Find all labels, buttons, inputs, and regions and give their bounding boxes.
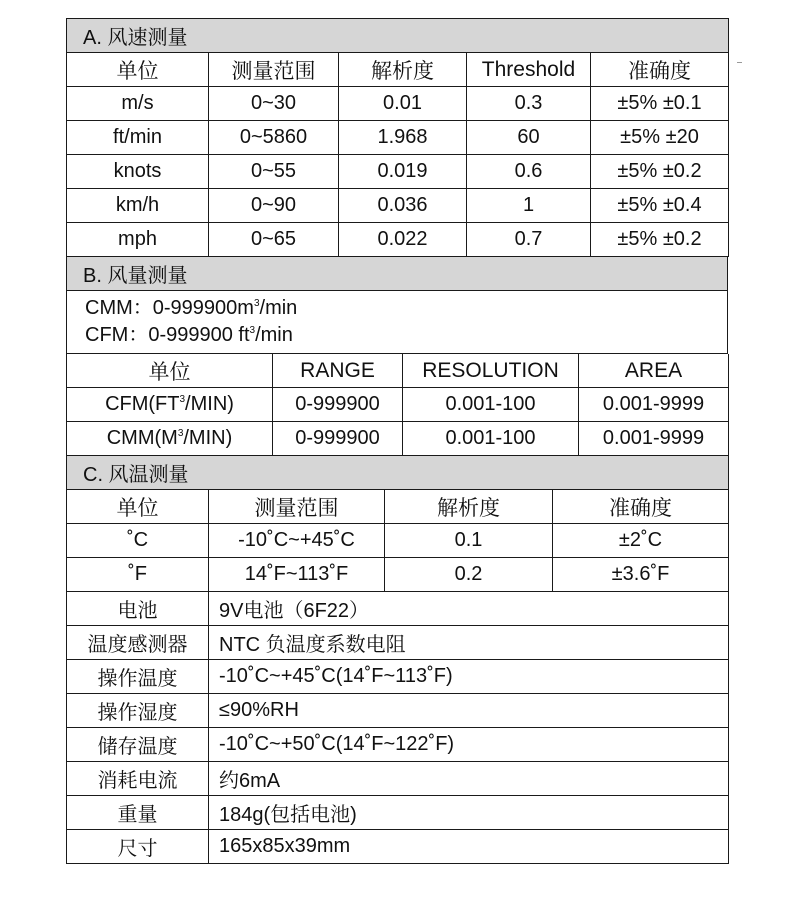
- spec-label: 操作湿度: [67, 694, 209, 728]
- table-cell: 0~55: [209, 155, 339, 189]
- table-cell: m/s: [67, 87, 209, 121]
- wind-speed-header-row: [67, 53, 729, 87]
- header-resolution: RESOLUTION: [403, 354, 579, 388]
- spec-value: 9V电池（6F22）: [209, 592, 729, 626]
- table-cell: ±5% ±0.2: [591, 155, 729, 189]
- table-cell: 0~90: [209, 189, 339, 223]
- spec-row-current: [67, 762, 729, 796]
- spec-row-operating-humidity: [67, 694, 729, 728]
- table-cell: 14˚F~113˚F: [209, 558, 385, 592]
- table-cell: 0.01: [339, 87, 467, 121]
- stray-dash-mark: [737, 62, 742, 63]
- header-threshold: Threshold: [467, 53, 591, 87]
- header-range: 测量范围: [209, 490, 385, 524]
- table-cell: 0.001-100: [403, 388, 579, 422]
- spec-label: 重量: [67, 796, 209, 830]
- section-c-title: C. 风温测量: [67, 456, 729, 490]
- header-range: 测量范围: [209, 53, 339, 87]
- cmm-range-text: CMM：$0-999900m^3/\min$: [85, 297, 298, 319]
- table-row: [67, 524, 729, 558]
- table-cell: ft/min: [67, 121, 209, 155]
- table-cell: 0~30: [209, 87, 339, 121]
- header-unit: 单位: [67, 354, 273, 388]
- table-cell: mph: [67, 223, 209, 257]
- header-resolution: 解析度: [385, 490, 553, 524]
- header-accuracy: 准确度: [553, 490, 729, 524]
- table-row: [67, 87, 729, 121]
- table-cell: 0.019: [339, 155, 467, 189]
- table-row: [67, 388, 729, 422]
- table-cell: 0.001-100: [403, 422, 579, 456]
- spec-label: 温度感测器: [67, 626, 209, 660]
- table-row: [67, 189, 729, 223]
- spec-label: 储存温度: [67, 728, 209, 762]
- table-row: [67, 422, 729, 456]
- table-cell: 0.036: [339, 189, 467, 223]
- header-accuracy: 准确度: [591, 53, 729, 87]
- air-temp-header-row: [67, 490, 729, 524]
- header-area: AREA: [579, 354, 729, 388]
- table-cell: 0.7: [467, 223, 591, 257]
- table-cell: 1.968: [339, 121, 467, 155]
- spec-value: -10˚C~+45˚C(14˚F~113˚F): [209, 660, 729, 694]
- section-a-title: A. 风速测量: [67, 19, 729, 53]
- header-unit: 单位: [67, 490, 209, 524]
- spec-row-sensor: [67, 626, 729, 660]
- air-flow-ranges: [67, 291, 728, 354]
- section-b-title: B. 风量测量: [67, 257, 728, 291]
- table-cell: 0.1: [385, 524, 553, 558]
- table-row: [67, 155, 729, 189]
- wind-speed-table: [66, 18, 729, 257]
- table-cell: 0-999900: [273, 422, 403, 456]
- table-cell: 1: [467, 189, 591, 223]
- table-cell: $CFM(FT^3/MIN)$: [67, 388, 273, 422]
- table-row: [67, 558, 729, 592]
- table-cell: 0~65: [209, 223, 339, 257]
- header-range: RANGE: [273, 354, 403, 388]
- spec-row-operating-temp: [67, 660, 729, 694]
- spec-row-dimensions: [67, 830, 729, 864]
- table-cell: 0.3: [467, 87, 591, 121]
- table-cell: ±2˚C: [553, 524, 729, 558]
- spec-value: 165x85x39mm: [209, 830, 729, 864]
- air-temp-table: [66, 456, 729, 592]
- spec-label: 尺寸: [67, 830, 209, 864]
- table-cell: ±5% ±20: [591, 121, 729, 155]
- air-flow-table: [66, 354, 729, 456]
- spec-value: 184g(包括电池): [209, 796, 729, 830]
- spec-label: 电池: [67, 592, 209, 626]
- spec-label: 操作温度: [67, 660, 209, 694]
- air-flow-info-table: [66, 257, 728, 354]
- table-cell: 0.2: [385, 558, 553, 592]
- spec-row-battery: [67, 592, 729, 626]
- header-resolution: 解析度: [339, 53, 467, 87]
- table-cell: $CMM(M^3/MIN)$: [67, 422, 273, 456]
- table-cell: 60: [467, 121, 591, 155]
- table-cell: 0.001-9999: [579, 388, 729, 422]
- spec-label: 消耗电流: [67, 762, 209, 796]
- table-cell: ±3.6˚F: [553, 558, 729, 592]
- spec-value: NTC 负温度系数电阻: [209, 626, 729, 660]
- air-flow-header-row: [67, 354, 729, 388]
- table-row: [67, 121, 729, 155]
- table-cell: 0.022: [339, 223, 467, 257]
- general-spec-table: [66, 592, 729, 864]
- table-cell: -10˚C~+45˚C: [209, 524, 385, 558]
- table-cell: ˚F: [67, 558, 209, 592]
- table-cell: ±5% ±0.4: [591, 189, 729, 223]
- table-cell: ±5% ±0.2: [591, 223, 729, 257]
- spec-row-storage-temp: [67, 728, 729, 762]
- table-cell: 0-999900: [273, 388, 403, 422]
- spec-value: -10˚C~+50˚C(14˚F~122˚F): [209, 728, 729, 762]
- table-cell: knots: [67, 155, 209, 189]
- spec-sheet: [66, 18, 728, 864]
- spec-row-weight: [67, 796, 729, 830]
- table-cell: ˚C: [67, 524, 209, 558]
- spec-value: ≤90%RH: [209, 694, 729, 728]
- header-unit: 单位: [67, 53, 209, 87]
- table-cell: 0.6: [467, 155, 591, 189]
- cfm-range-text: CFM：0-999900 $ft^3/\min$: [85, 324, 293, 346]
- table-cell: ±5% ±0.1: [591, 87, 729, 121]
- table-cell: 0.001-9999: [579, 422, 729, 456]
- table-cell: 0~5860: [209, 121, 339, 155]
- table-cell: km/h: [67, 189, 209, 223]
- spec-value: 约6mA: [209, 762, 729, 796]
- table-row: [67, 223, 729, 257]
